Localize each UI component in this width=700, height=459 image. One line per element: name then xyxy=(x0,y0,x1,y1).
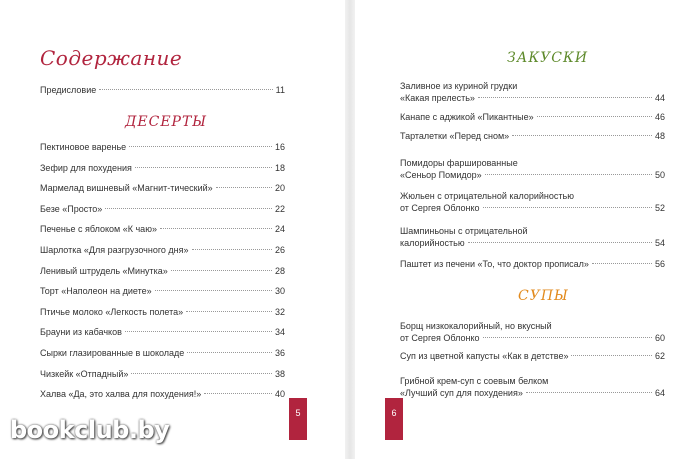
entry-title: Канапе с аджикой «Пикантные» xyxy=(400,112,534,122)
toc-entry[interactable] xyxy=(400,80,665,104)
toc-entry[interactable] xyxy=(400,258,665,270)
toc-entry[interactable] xyxy=(400,225,665,249)
toc-title: Содержание xyxy=(40,46,183,70)
dot-leader xyxy=(131,373,272,374)
book-gutter xyxy=(345,0,355,459)
toc-entry[interactable] xyxy=(40,326,285,338)
entry-title-line1: Жюльен с отрицательной калорийностью xyxy=(400,191,574,201)
entry-title: Паштет из печени «То, что доктор прописал» xyxy=(400,259,589,269)
dot-leader xyxy=(192,249,272,250)
entry-page: 44 xyxy=(654,93,665,103)
entry-page: 52 xyxy=(654,203,665,213)
entry-title: Сырки глазированные в шоколаде xyxy=(40,348,185,358)
toc-entry[interactable] xyxy=(40,265,285,277)
entry-page: 26 xyxy=(274,245,285,255)
dot-leader xyxy=(478,97,652,98)
section-heading-snacks: ЗАКУСКИ xyxy=(507,50,589,66)
entry-page: 18 xyxy=(274,162,285,173)
entry-title: от Сергея Облонко xyxy=(400,203,480,213)
dot-leader xyxy=(483,207,652,208)
dot-leader xyxy=(129,146,272,147)
dot-leader xyxy=(125,331,272,332)
entry-page: 38 xyxy=(274,368,285,379)
entry-page: 54 xyxy=(654,238,665,248)
toc-entry[interactable] xyxy=(40,203,285,215)
dot-leader xyxy=(537,116,652,117)
watermark-logo: bookclub.by xyxy=(10,416,170,444)
entry-page: 30 xyxy=(274,286,285,297)
entry-page: 11 xyxy=(275,85,285,95)
toc-entry[interactable] xyxy=(400,190,665,214)
entry-title-line1: Заливное из куриной грудки xyxy=(400,81,518,91)
dot-leader xyxy=(186,311,272,312)
entry-page: 64 xyxy=(654,388,665,398)
toc-entry[interactable] xyxy=(40,388,285,400)
dot-leader xyxy=(160,228,272,229)
entry-title: Мармелад вишневый «Магнит-тический» xyxy=(40,183,213,194)
entry-page: 48 xyxy=(654,131,665,141)
toc-entry[interactable] xyxy=(40,285,285,297)
entry-page: 46 xyxy=(654,112,665,122)
entry-title: Зефир для похудения xyxy=(40,162,132,173)
entry-page: 60 xyxy=(654,333,665,343)
entry-title: Суп из цветной капусты «Как в детстве» xyxy=(400,351,569,361)
entry-title-line1: Грибной крем-суп с соевым белком xyxy=(400,376,549,386)
dot-leader xyxy=(512,135,652,136)
dot-leader xyxy=(592,263,652,264)
toc-entry[interactable] xyxy=(400,350,665,362)
dot-leader xyxy=(204,393,272,394)
entry-title: «Какая прелесть» xyxy=(400,93,475,103)
dot-leader xyxy=(526,392,652,393)
entry-title: Предисловие xyxy=(40,85,97,95)
entry-page: 22 xyxy=(274,203,285,214)
dot-leader xyxy=(155,290,272,291)
dot-leader xyxy=(571,355,652,356)
dot-leader xyxy=(187,352,272,353)
toc-entry[interactable] xyxy=(400,157,665,181)
toc-entry[interactable] xyxy=(400,111,665,123)
dot-leader xyxy=(99,89,272,90)
toc-entry[interactable] xyxy=(400,375,665,399)
entry-page: 28 xyxy=(274,265,285,276)
entry-title: Чизкейк «Отпадный» xyxy=(40,368,129,379)
toc-entry[interactable] xyxy=(400,130,665,142)
entry-title: Брауни из кабачков xyxy=(40,327,122,338)
entry-page: 20 xyxy=(274,183,285,194)
entry-page: 34 xyxy=(274,327,285,338)
dot-leader xyxy=(485,174,652,175)
entry-title: Тарталетки «Перед сном» xyxy=(400,131,510,141)
toc-entry[interactable] xyxy=(40,368,285,380)
entry-title: Ленивый штрудель «Минутка» xyxy=(40,265,168,276)
entry-page: 32 xyxy=(274,306,285,317)
entry-title: «Лучший суп для похудения» xyxy=(400,388,523,398)
toc-entry[interactable] xyxy=(40,223,285,235)
left-page xyxy=(0,0,345,459)
toc-entry[interactable] xyxy=(40,141,285,153)
entry-title: Пектиновое варенье xyxy=(40,142,127,152)
entry-title: Птичье молоко «Легкость полета» xyxy=(40,306,184,317)
right-page xyxy=(355,0,700,459)
dot-leader xyxy=(135,167,272,168)
toc-entry[interactable] xyxy=(40,347,285,359)
toc-entry-preface[interactable] xyxy=(40,84,285,96)
entry-title: Печенье с яблоком «К чаю» xyxy=(40,224,157,235)
toc-entry[interactable] xyxy=(40,182,285,194)
entry-title-line1: Борщ низкокалорийный, но вкусный xyxy=(400,321,552,331)
section-heading-soups: СУПЫ xyxy=(518,288,569,304)
dot-leader xyxy=(216,187,272,188)
dot-leader xyxy=(483,337,652,338)
entry-title: «Сеньор Помидор» xyxy=(400,170,482,180)
toc-entry[interactable] xyxy=(40,162,285,174)
entry-title: Халва «Да, это халва для похудения!» xyxy=(40,389,202,400)
dot-leader xyxy=(171,270,272,271)
dot-leader xyxy=(105,208,272,209)
entry-page: 50 xyxy=(654,170,665,180)
section-heading-desserts: ДЕСЕРТЫ xyxy=(125,114,208,130)
toc-entry[interactable] xyxy=(400,320,665,344)
entry-page: 16 xyxy=(274,142,285,152)
toc-entry[interactable] xyxy=(40,306,285,318)
dot-leader xyxy=(468,242,652,243)
entry-title-line1: Шампиньоны с отрицательной xyxy=(400,226,528,236)
entry-page: 62 xyxy=(654,351,665,361)
entry-title: калорийностью xyxy=(400,238,465,248)
entry-title: от Сергея Облонко xyxy=(400,333,480,343)
entry-title: Безе «Просто» xyxy=(40,203,103,214)
entry-page: 24 xyxy=(274,224,285,235)
entry-page: 56 xyxy=(654,259,665,269)
entry-page: 40 xyxy=(274,389,285,400)
entry-title: Шарлотка «Для разгрузочного дня» xyxy=(40,245,189,255)
entry-title: Торт «Наполеон на диете» xyxy=(40,286,152,297)
toc-entry[interactable] xyxy=(40,244,285,256)
entry-title-line1: Помидоры фаршированные xyxy=(400,158,518,168)
page-number: 5 xyxy=(289,398,307,440)
page-number: 6 xyxy=(385,398,403,440)
entry-page: 36 xyxy=(274,348,285,358)
